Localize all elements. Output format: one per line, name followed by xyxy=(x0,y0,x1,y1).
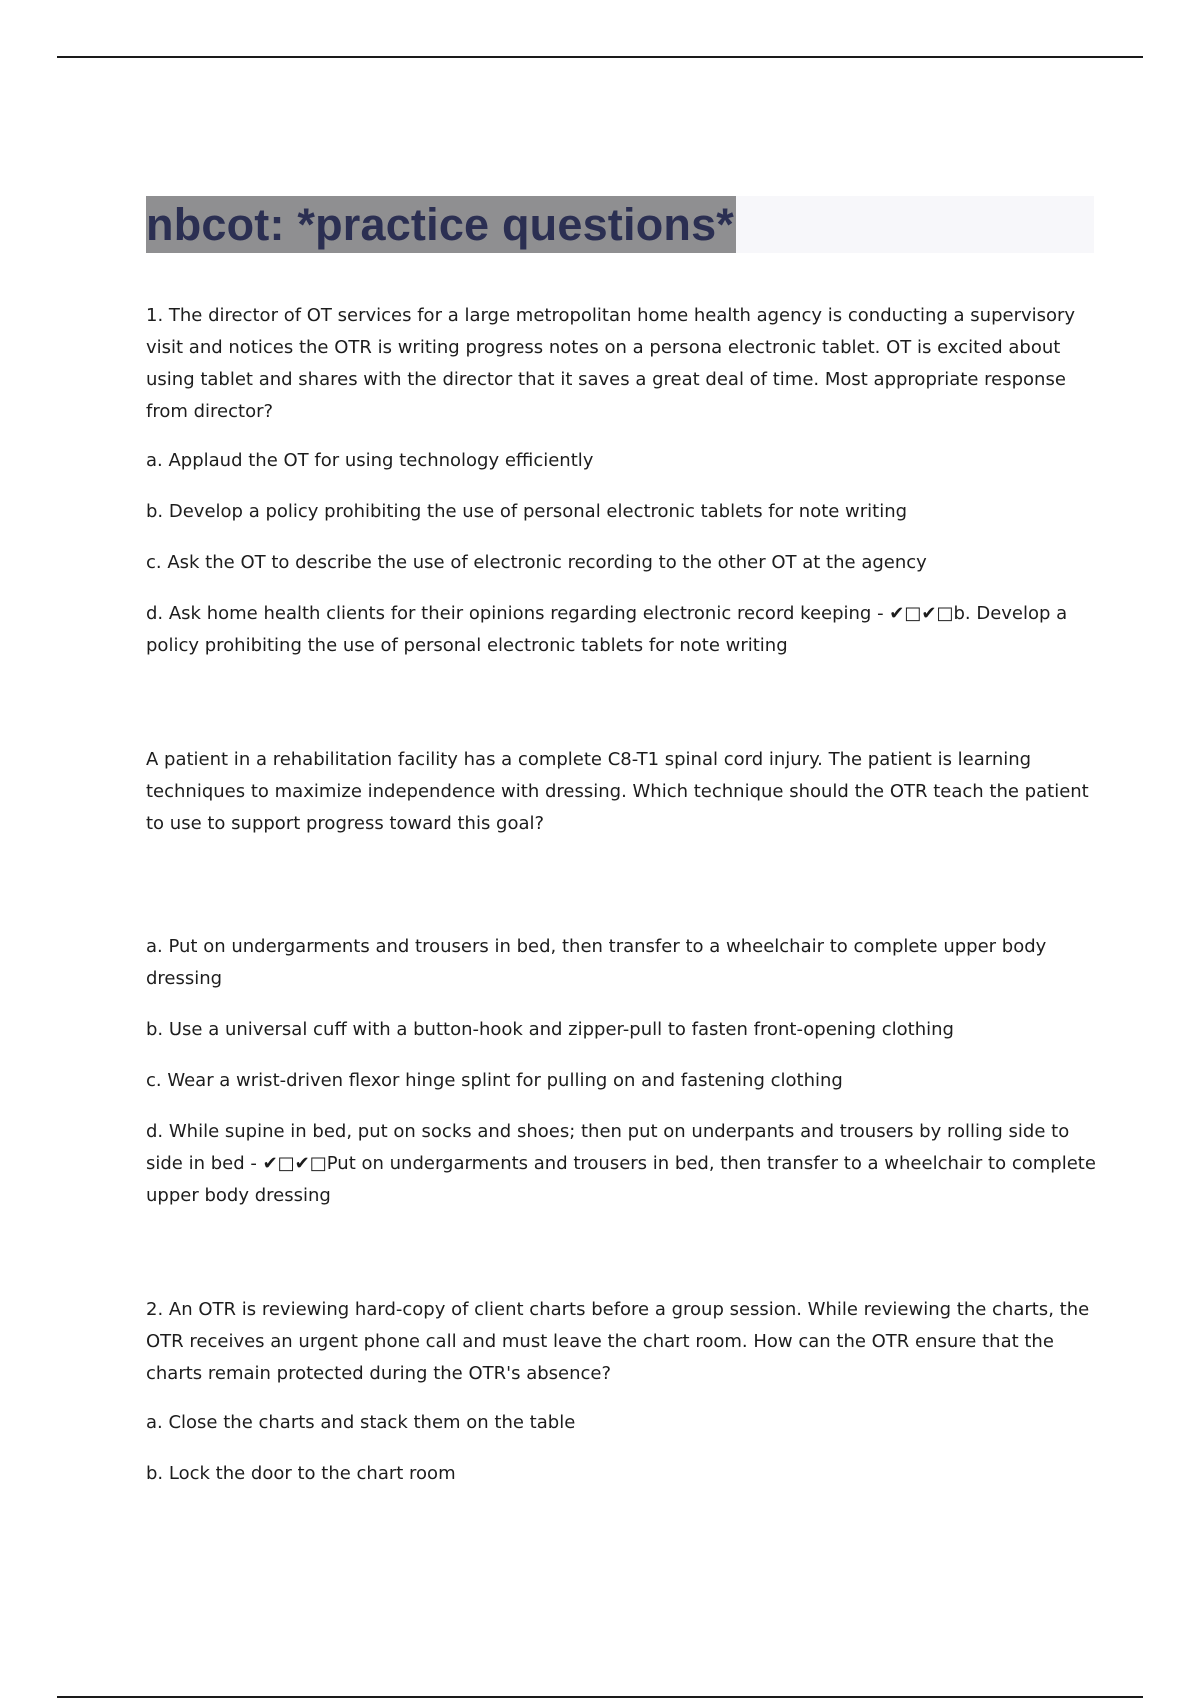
question-2 xyxy=(146,744,1096,840)
answer-option: b. Use a universal cuff with a button-hook and zipper-pull to fasten front-opening clothing xyxy=(146,1019,954,1040)
answer-option: c. Wear a wrist-driven flexor hinge splint for pulling on and fastening clothing xyxy=(146,1070,843,1091)
answer-option: b. Lock the door to the chart room xyxy=(146,1463,456,1484)
answer-option: a. Applaud the OT for using technology efficiently xyxy=(146,450,594,471)
answer-option: c. Ask the OT to describe the use of electronic recording to the other OT at the agency xyxy=(146,552,927,573)
answer-option: a. Put on undergarments and trousers in bed, then transfer to a wheelchair to complete upper body dressing xyxy=(146,936,1047,989)
question-stem: A patient in a rehabilitation facility has a complete C8-T1 spinal cord injury. The patient is learning techniques to maximize independence with dressing. Which technique should the OTR teach the patient to use to support progress toward this goal? xyxy=(146,749,1089,834)
header-rule xyxy=(57,56,1143,58)
spacer xyxy=(146,1212,1096,1294)
answer-option: d. While supine in bed, put on socks and shoes; then put on underpants and trousers by rolling side to side in bed - ✔□✔□Put on undergarments and trousers in bed, then transfer to a wheelchair to complete upper body dressing xyxy=(146,1121,1096,1206)
question-1 xyxy=(146,300,1096,662)
document-title: nbcot: *practice questions* xyxy=(146,196,736,253)
answer-option: d. Ask home health clients for their opinions regarding electronic record keeping - ✔□✔□b. Develop a policy prohibiting the use of personal electronic tablets for note writing xyxy=(146,603,1068,656)
spacer xyxy=(146,857,1096,931)
question-3 xyxy=(146,1294,1096,1490)
footer-rule xyxy=(57,1696,1143,1698)
question-2-options xyxy=(146,931,1096,1212)
spacer xyxy=(146,662,1096,744)
question-stem: 1. The director of OT services for a large metropolitan home health agency is conducting a supervisory visit and notices the OTR is writing progress notes on a persona electronic tablet. OT is excited about using tablet and shares with the director that it saves a great deal of time. Most appropriate response from director? xyxy=(146,305,1076,422)
question-stem: 2. An OTR is reviewing hard-copy of client charts before a group session. While reviewing the charts, the OTR receives an urgent phone call and must leave the chart room. How can the OTR ensure that the charts remain protected during the OTR's absence? xyxy=(146,1299,1090,1384)
answer-option: b. Develop a policy prohibiting the use of personal electronic tablets for note writing xyxy=(146,501,908,522)
answer-option: a. Close the charts and stack them on the table xyxy=(146,1412,576,1433)
document-body xyxy=(146,300,1096,1490)
